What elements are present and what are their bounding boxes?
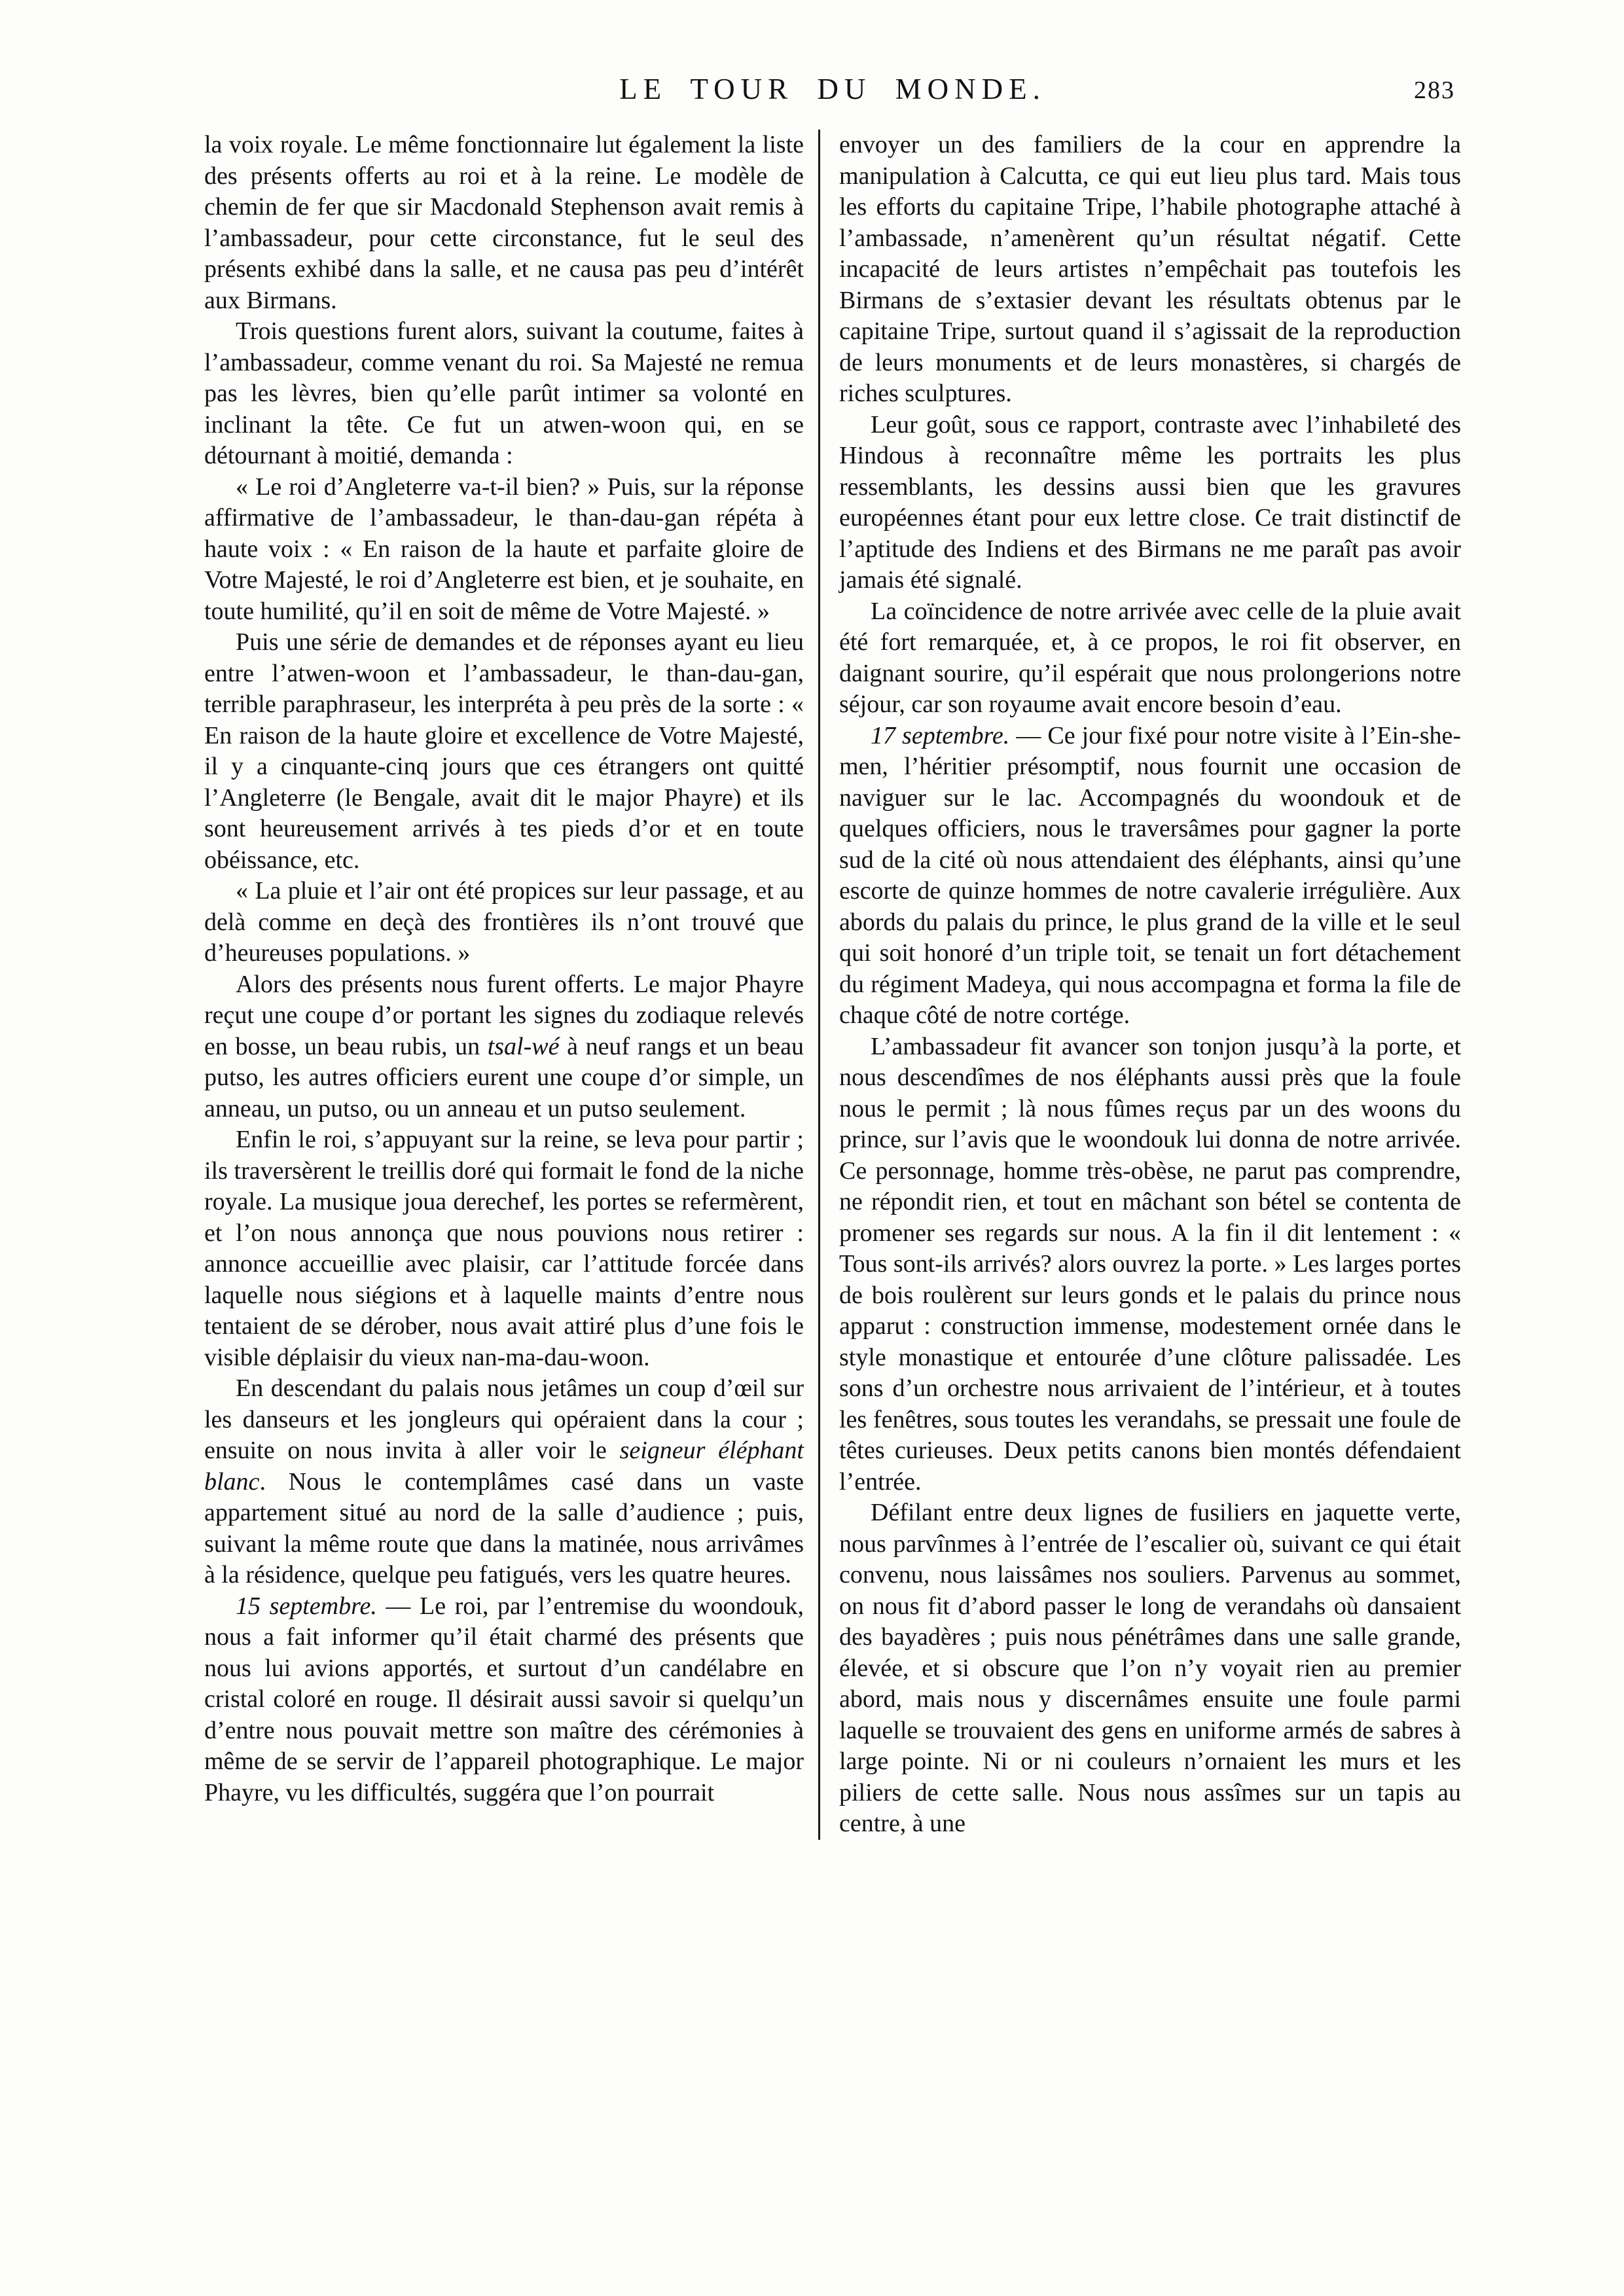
paragraph bbox=[204, 472, 804, 628]
paragraph bbox=[839, 1498, 1461, 1840]
page-title: LE TOUR DU MONDE. bbox=[619, 73, 1046, 105]
text-segment: envoyer un des familiers de la cour en apprendre la manipulation à Calcutta, ce qui eut lieu plus tard. Mais tous les efforts du capitaine Tripe, l’habile photographe attaché à l’ambassade, n’amenèrent qu’un résultat négatif. Cette incapacité de leurs artistes n’empêchait pas toutefois les Birmans de s’extasier devant les résultats obtenus par le capitaine Tripe, surtout quand il s’agissait de la reproduction de leurs monuments et de leurs monastères, si chargés de riches sculptures. bbox=[839, 131, 1461, 407]
paragraph bbox=[839, 721, 1461, 1031]
text-segment: Défilant entre deux lignes de fusiliers en jaquette verte, nous parvînmes à l’entrée de l’escalier où, suivant ce qui était convenu, nous laissâmes nos souliers. Parvenus au sommet, on nous fit d’abord passer le long de verandahs où dansaient des bayadères ; puis nous pénétrâmes dans une salle grande, élevée, et si obscure que l’on n’y voyait rien au premier abord, mais nous y discernâmes ensuite une foule parmi laquelle se trouvaient des gens en uniforme armés de sabres à large pointe. Ni or ni couleurs n’ornaient les murs et les piliers de cette salle. Nous nous assîmes sur un tapis au centre, à une bbox=[839, 1499, 1461, 1837]
italic-term: tsal-wé bbox=[487, 1032, 560, 1060]
text-segment: La coïncidence de notre arrivée avec celle de la pluie avait été fort remarquée, et, à ce propos, le roi fit observer, en daignant sourire, qu’il espérait que nous prolongerions notre séjour, car son royaume avait encore besoin d’eau. bbox=[839, 597, 1461, 718]
text-segment: Leur goût, sous ce rapport, contraste avec l’inhabileté des Hindous à reconnaître même les portraits les plus ressemblants, les dessins aussi bien que les gravures européennes étant pour eux lettre close. Ce trait distinctif de l’aptitude des Indiens et des Birmans ne me paraît pas avoir jamais été signalé. bbox=[839, 410, 1461, 594]
date-heading: 15 septembre. bbox=[236, 1592, 377, 1620]
text-segment: L’ambassadeur fit avancer son tonjon jusqu’à la porte, et nous descendîmes de nos éléphants aussi près que la foule nous le permit ; là nous fûmes reçus par un des woons du prince, sur l’avis que le woondouk lui donna de notre arrivée. Ce personnage, homme très-obèse, ne parut pas comprendre, ne répondit rien, et tout en mâchant son bétel se contenta de promener ses regards sur nous. A la fin il dit lentement : « Tous sont-ils arrivés? alors ouvrez la porte. » Les larges portes de bois roulèrent sur leurs gonds et le palais du prince nous apparut : construction immense, modestement ornée dans le style monastique et entourée d’une clôture palissadée. Les sons d’un orchestre nous arrivaient de l’intérieur, et à toutes les fenêtres, sous toutes les verandahs, se pressait une foule de têtes curieuses. Deux petits canons bien montés défendaient l’entrée. bbox=[839, 1032, 1461, 1496]
paragraph bbox=[204, 1373, 804, 1591]
text-segment: . Nous le contemplâmes casé dans un vaste appartement situé au nord de la salle d’audience ; puis, suivant la même route que dans la matinée, nous arrivâmes à la résidence, quelque peu fatigués, vers les quatre heures. bbox=[204, 1467, 804, 1588]
paragraph bbox=[839, 410, 1461, 596]
text-segment: — Le roi, par l’entremise du woondouk, nous a fait informer qu’il était charmé des présents que nous lui avions apportés, et surtout d’un candélabre en cristal coloré en rouge. Il désirait aussi savoir si quelqu’un d’entre nous pouvait mettre son maître des cérémonies à même de se servir de l’appareil photographique. Le major Phayre, vu les difficultés, suggéra que l’on pourrait bbox=[204, 1592, 804, 1806]
italic-term: seigneur éléphant blanc bbox=[204, 1437, 804, 1496]
page-number: 283 bbox=[1414, 77, 1455, 104]
paragraph bbox=[204, 1124, 804, 1373]
text-segment: à neuf rangs et un beau putso, les autres officiers eurent une coupe d’or simple, un anneau, un putso, ou un anneau et un putso seulement. bbox=[204, 1032, 804, 1122]
text-segment: — Ce jour fixé pour notre visite à l’Ein-she-men, l’héritier présomptif, nous fournit une occasion de naviguer sur le lac. Accompagnés du woondouk et de quelques officiers, nous le traversâmes pour gagner la porte sud de la cité où nous attendaient des éléphants, ainsi qu’une escorte de quinze hommes de notre cavalerie irrégulière. Aux abords du palais du prince, le plus grand de la ville et le seul qui soit honoré d’un triple toit, se tenait un fort détachement du régiment Madeya, qui nous accompagna et forma la file de chaque côté de notre cortége. bbox=[839, 721, 1462, 1029]
text-segment: la voix royale. Le même fonctionnaire lut également la liste des présents offerts au roi et à la reine. Le modèle de chemin de fer que sir Macdonald Stephenson avait remis à l’ambassadeur, pour cette circonstance, fut le seul des présents exhibé dans la salle, et ne causa pas peu d’intérêt aux Birmans. bbox=[204, 131, 804, 314]
text-segment: « Le roi d’Angleterre va-t-il bien? » Puis, sur la réponse affirmative de l’ambassadeur, le than-dau-gan répéta à haute voix : « En raison de la haute et parfaite gloire de Votre Majesté, le roi d’Angleterre est bien, et je souhaite, en toute humilité, qu’il en soit de même de Votre Majesté. » bbox=[204, 473, 804, 625]
paragraph bbox=[204, 627, 804, 876]
text-segment: « La pluie et l’air ont été propices sur leur passage, et au delà comme en deçà des frontières ils n’ont trouvé que d’heureuses populations. » bbox=[204, 877, 804, 967]
paragraph bbox=[839, 596, 1461, 721]
text-segment: Puis une série de demandes et de réponses ayant eu lieu entre l’atwen-woon et l’ambassadeur, le than-dau-gan, terrible paraphraseur, les interpréta à peu près de la sorte : « En raison de la haute gloire et excellence de Votre Majesté, il y a cinquante-cinq jours que ces étrangers ont quitté l’Angleterre (le Bengale, avait dit le major Phayre) et ils sont heureusement arrivés à tes pieds d’or et en toute obéissance, etc. bbox=[204, 628, 804, 874]
text-segment: Alors des présents nous furent offerts. Le major Phayre reçut une coupe d’or portant les signes du zodiaque relevés en bosse, un beau rubis, un bbox=[204, 970, 804, 1060]
text-segment: En descendant du palais nous jetâmes un coup d’œil sur les danseurs et les jongleurs qui opéraient dans la cour ; ensuite on nous invita à aller voir le bbox=[204, 1374, 804, 1464]
left-column bbox=[204, 130, 804, 1840]
text-segment: Trois questions furent alors, suivant la coutume, faites à l’ambassadeur, comme venant du roi. Sa Majesté ne remua pas les lèvres, bien qu’elle parût intimer sa volonté en inclinant la tête. Ce fut un atwen-woon qui, en se détournant à moitié, demanda : bbox=[204, 317, 804, 469]
column-divider-rule bbox=[818, 130, 820, 1840]
paragraph bbox=[204, 969, 804, 1125]
date-heading: 17 septembre. bbox=[871, 721, 1010, 749]
paragraph bbox=[204, 1591, 804, 1809]
right-column bbox=[839, 130, 1461, 1840]
paragraph bbox=[839, 1031, 1461, 1498]
paragraph bbox=[204, 876, 804, 969]
paragraph bbox=[204, 316, 804, 472]
text-segment: Enfin le roi, s’appuyant sur la reine, se leva pour partir ; ils traversèrent le treillis doré qui formait le fond de la niche royale. La musique joua derechef, les portes se refermèrent, et l’on nous annonça que nous pouvions nous retirer : annonce accueillie avec plaisir, car l’attitude forcée dans laquelle nous siégions et à laquelle maints d’entre nous tentaient de se dérober, nous avait attiré plus d’une fois le visible déplaisir du vieux nan-ma-dau-woon. bbox=[204, 1126, 804, 1371]
paragraph bbox=[839, 130, 1461, 410]
text-columns bbox=[204, 130, 1461, 1840]
paragraph bbox=[204, 130, 804, 316]
